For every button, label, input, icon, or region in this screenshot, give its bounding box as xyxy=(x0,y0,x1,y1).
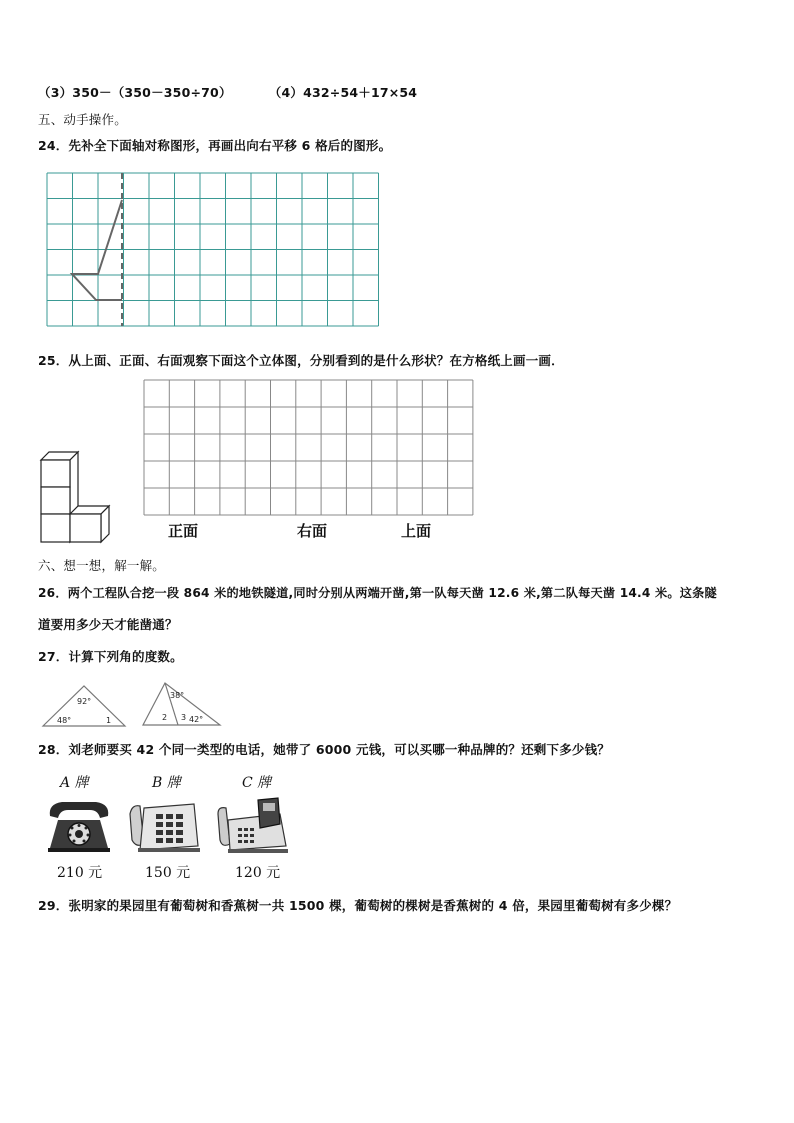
question-28: 28．刘老师要买 42 个同一类型的电话，她带了 6000 元钱，可以买哪一种品牌的？还剩下多少钱？ xyxy=(38,742,610,757)
tri1-right-angle: 1 xyxy=(106,716,112,725)
question-27: 27．计算下列角的度数。 xyxy=(38,649,183,664)
phone-a-brand: A 牌 xyxy=(60,775,89,791)
question-25: 25．从上面、正面、右面观察下面这个立体图，分别看到的是什么形状？在方格纸上画一画． xyxy=(38,353,564,368)
rotary-phone-icon xyxy=(44,796,114,856)
q4-expression: （4）432÷54＋17×54 xyxy=(268,85,418,100)
q3-expression: （3）350－（350－350÷70） xyxy=(38,85,232,100)
phone-c-price: 120 元 xyxy=(235,865,281,881)
section-6-heading: 六、想一想，解一解。 xyxy=(38,558,166,573)
q27-triangle-1 xyxy=(40,683,130,729)
header-line xyxy=(38,83,417,101)
tri2-top-angle: 38° xyxy=(170,691,185,700)
push-button-phone-icon xyxy=(126,796,202,856)
tri2-angle-3: 3 xyxy=(181,713,187,722)
question-24: 24．先补全下面轴对称图形，再画出向右平移 6 格后的图形。 xyxy=(38,138,392,153)
question-29: 29．张明家的果园里有葡萄树和香蕉树一共 1500 棵，葡萄树的棵树是香蕉树的 4 倍，果园里葡萄树有多少棵？ xyxy=(38,898,678,913)
phone-a-price: 210 元 xyxy=(57,865,103,881)
phone-b-price: 150 元 xyxy=(145,865,191,881)
tri1-top-angle: 92° xyxy=(77,697,92,706)
phone-b-brand: B 牌 xyxy=(152,775,181,791)
q25-drawing-grid xyxy=(142,378,474,518)
view-label-top: 上面 xyxy=(401,522,432,540)
view-label-front: 正面 xyxy=(168,522,199,540)
phone-c-brand: C 牌 xyxy=(242,775,272,791)
question-26-line-1: 26．两个工程队合挖一段 864 米的地铁隧道,同时分别从两端开凿,第一队每天凿 12.6 米,第二队每天凿 14.4 米。这条隧 xyxy=(38,586,717,600)
q25-cube-figure xyxy=(38,448,118,548)
cordless-phone-icon xyxy=(216,794,292,856)
tri2-angle-42: 42° xyxy=(189,715,204,724)
q24-grid-figure xyxy=(44,170,384,335)
q27-triangle-2 xyxy=(140,680,224,728)
view-label-right: 右面 xyxy=(297,522,328,540)
tri2-angle-2: 2 xyxy=(162,713,168,722)
tri1-left-angle: 48° xyxy=(57,716,72,725)
question-26-line-2: 道要用多少天才能凿通？ xyxy=(38,617,178,632)
section-5-heading: 五、动手操作。 xyxy=(38,112,127,127)
